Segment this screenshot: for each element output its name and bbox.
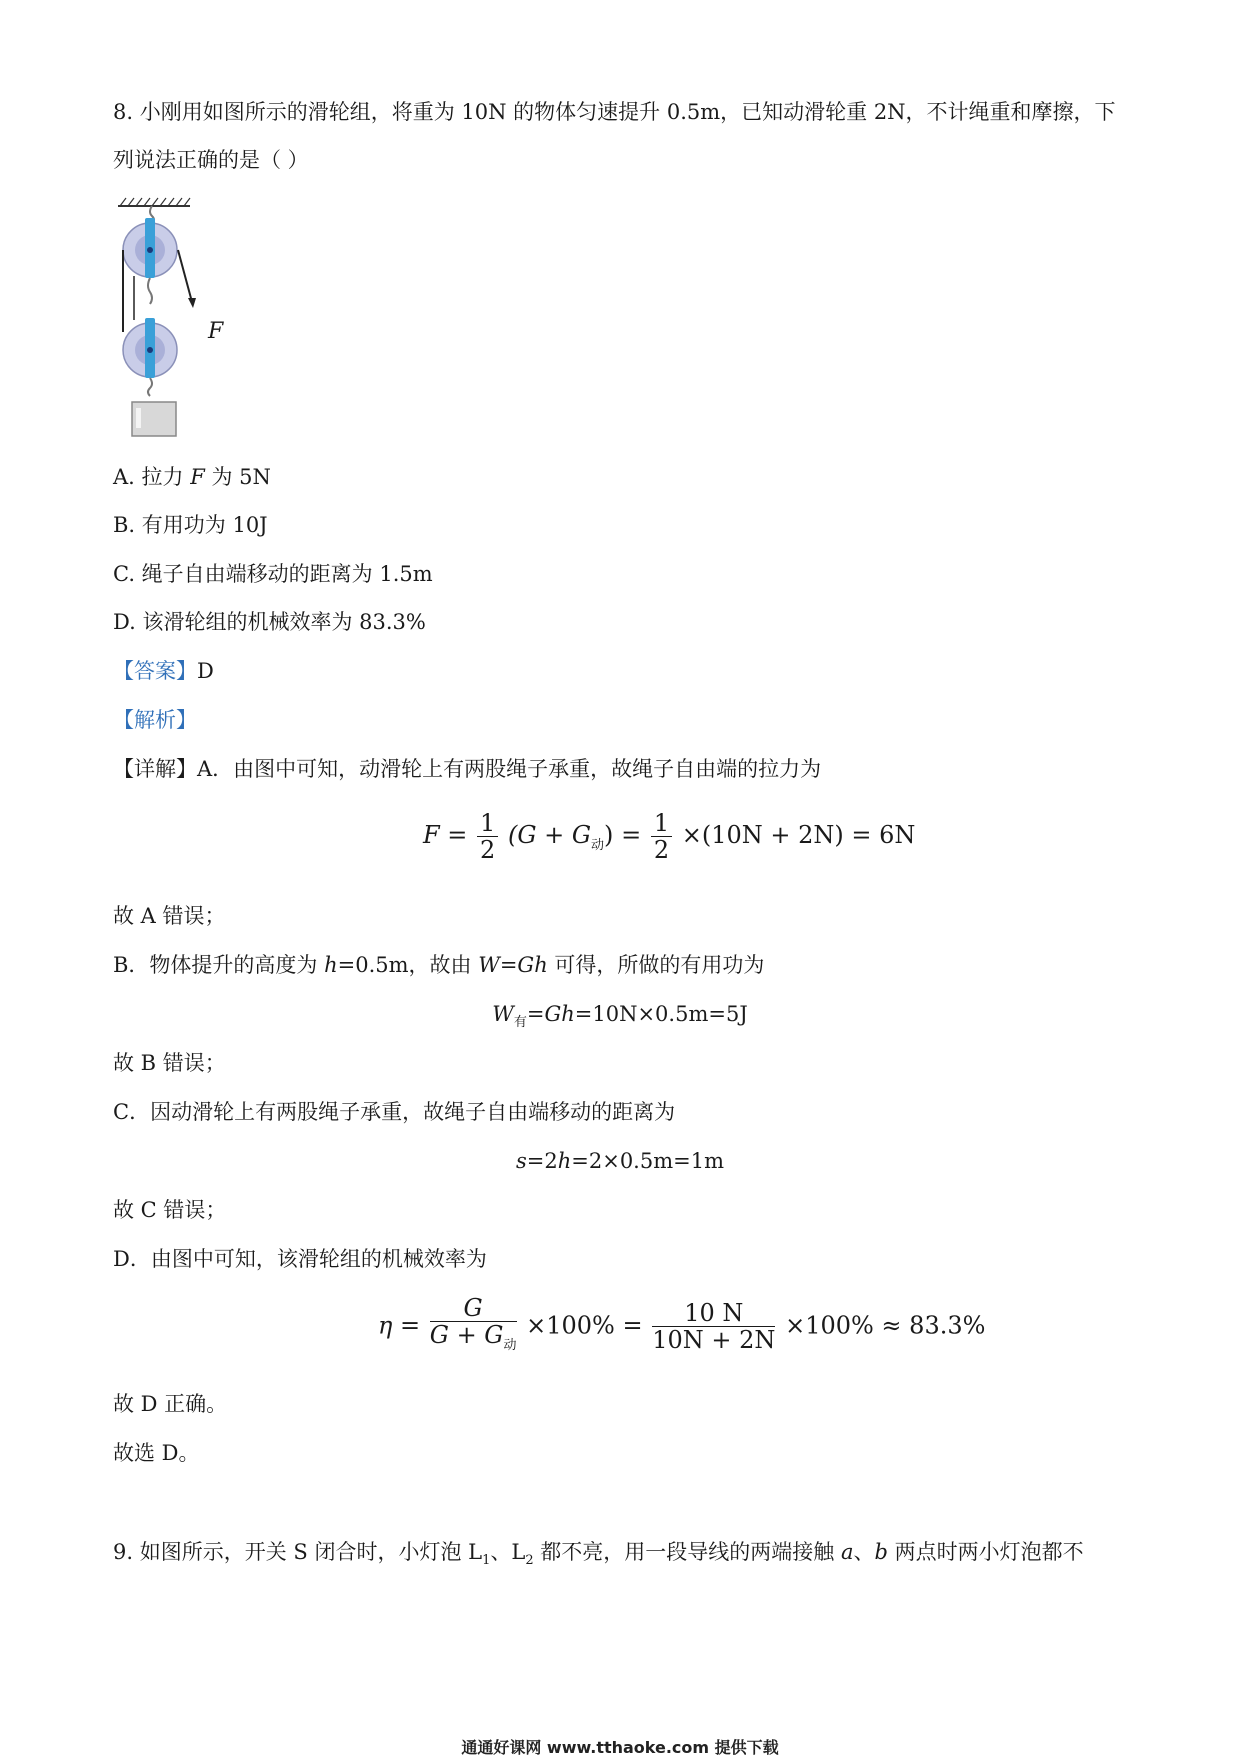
detail-d-conclusion: 故 D 正确。 [113,1392,228,1416]
pulley-system-figure [112,192,202,447]
detail-d-text: D．由图中可知，该滑轮组的机械效率为 [113,1247,487,1271]
answer-line [113,657,214,685]
formula-force: F = $\frac{1}{2}$ $(G + G_动)$ = $\frac{1}{2}$ ×(10N + 2N) = 6N [423,809,916,864]
detail-a-conclusion: 故 A 错误； [113,904,226,928]
option-a: A. 拉力 F 为 5N [113,465,271,489]
figure-force-label: F [208,319,224,344]
answer-tag: 【答案】 [113,659,197,683]
answer-value: D [197,659,214,683]
detail-b-conclusion: 故 B 错误； [113,1051,226,1075]
detail-a-text: 【详解】A．由图中可知，动滑轮上有两股绳子承重，故绳子自由端的拉力为 [113,757,822,781]
detail-c-text: C．因动滑轮上有两股绳子承重，故绳子自由端移动的距离为 [113,1100,676,1124]
formula-useful-work: $W_有=Gh=10N\times 0.5m=5J$ [492,1002,748,1031]
final-choice: 故选 D。 [113,1441,200,1465]
q8-stem-line2: 列说法正确的是（ ） [113,148,309,172]
q9-stem-line1: 9. 如图所示，开关 S 闭合时，小灯泡 $L_1$、$L_2$ 都不亮，用一段导线的两端接触 a、b 两点时两小灯泡都不 [113,1540,1084,1569]
detail-c-conclusion: 故 C 错误； [113,1198,227,1222]
q8-stem-line1: 8. 小刚用如图所示的滑轮组，将重为 10N 的物体匀速提升 0.5m，已知动滑轮重 2N，不计绳重和摩擦，下 [113,100,1116,124]
option-c: C. 绳子自由端移动的距离为 1.5m [113,562,433,586]
option-d: D. 该滑轮组的机械效率为 83.3% [113,610,426,634]
detail-b-text: B．物体提升的高度为 h=0.5m，故由 W=Gh 可得，所做的有用功为 [113,953,765,977]
analysis-tag: 【解析】 [113,708,197,732]
formula-efficiency: η = $\frac{G}{G + G_动}$ ×100% = $\frac{10 N}{10N + 2N}$ ×100% ≈ 83.3% [378,1294,986,1355]
option-b: B. 有用功为 10J [113,513,268,537]
footer-source: 通通好课网 www.tthaoke.com 提供下载 [461,1738,779,1757]
formula-distance: s=2h=2×0.5m=1m [515,1149,724,1173]
